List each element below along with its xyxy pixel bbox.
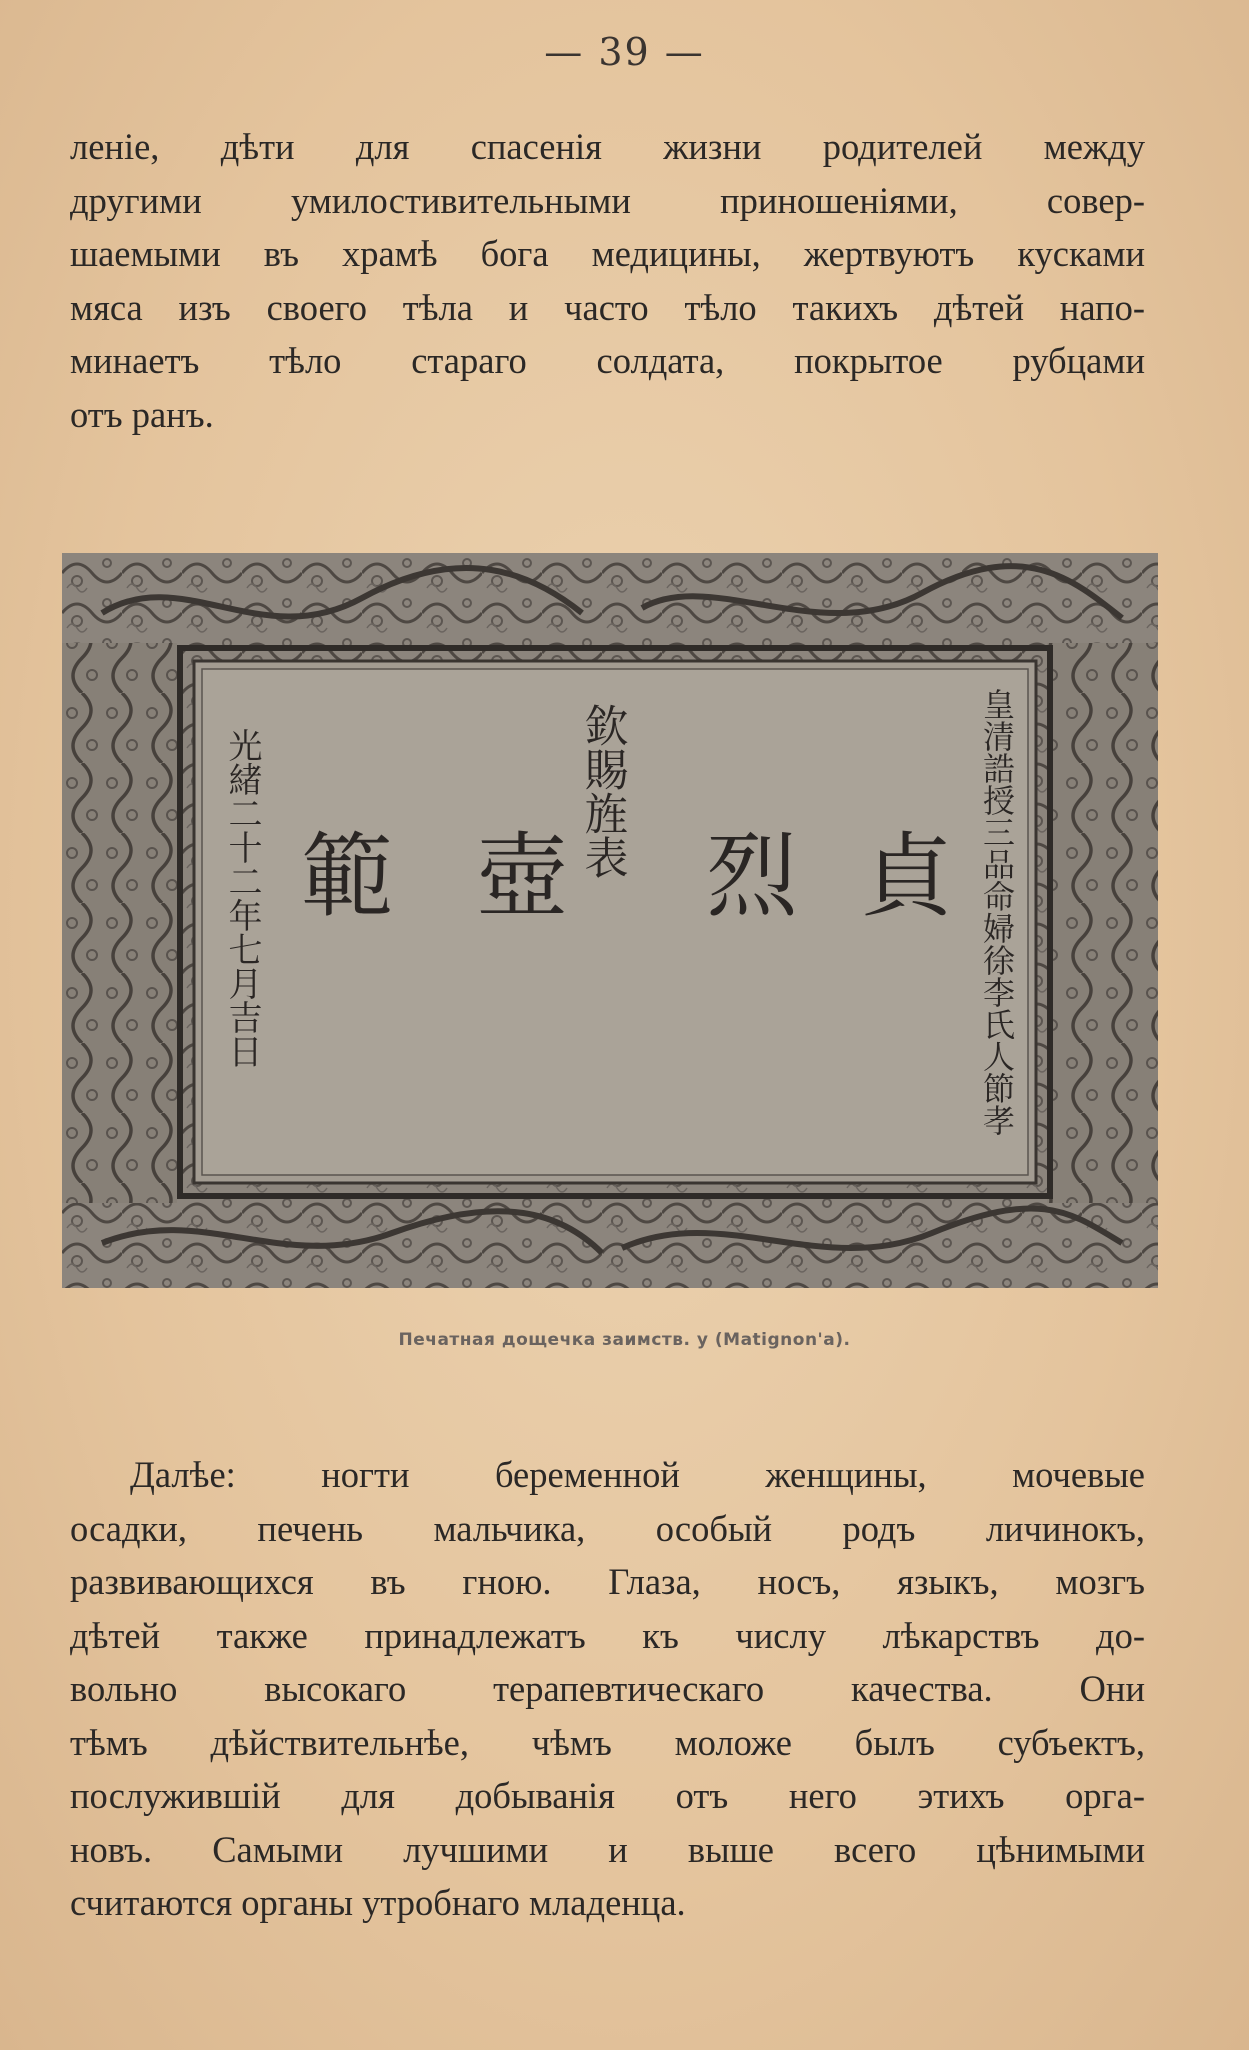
plate-inscription-right: 皇清誥授三品命婦徐李氏人節孝 <box>978 688 1016 1136</box>
plate-char: 貞 <box>860 823 954 930</box>
paragraph-bottom <box>70 1448 1145 1930</box>
text-line: осадки, печень мальчика, особый родъ личинокъ, <box>70 1507 1145 1549</box>
plate-inscription-left: 光緒二十二年七月吉日 <box>222 728 262 1068</box>
text-line: минаетъ тѣло стараго солдата, покрытое рубцами <box>70 340 1145 381</box>
text-line: другими умилостивительными приношенiями, совер- <box>70 179 1145 221</box>
text-line: развивающихся въ гною. Глаза, носъ, языкъ, мозгъ <box>70 1561 1145 1602</box>
text-line: Далѣе: ногти беременной женщины, мочевые <box>130 1454 1145 1495</box>
text-line: считаются органы утробнаго младенца. <box>70 1882 686 1923</box>
printing-plate-image <box>62 553 1158 1288</box>
text-line: отъ ранъ. <box>70 393 214 435</box>
plate-inscription-top: 欽賜旌表 <box>576 703 628 879</box>
plate-char: 範 <box>300 823 394 930</box>
text-line: послужившiй для добыванiя отъ него этихъ орга- <box>70 1775 1145 1816</box>
text-line: вольно высокаго терапевтическаго качества. Они <box>70 1668 1145 1709</box>
plate-char: 烈 <box>705 823 799 930</box>
paragraph-top <box>70 120 1145 441</box>
text-line: тѣмъ дѣйствительнѣе, чѣмъ моложе былъ субъектъ, <box>70 1721 1145 1763</box>
text-line: новъ. Самыми лучшими и выше всего цѣнимыми <box>70 1828 1145 1870</box>
text-line: дѣтей также принадлежатъ къ числу лѣкарствъ до- <box>70 1614 1145 1656</box>
text-line: ленiе, дѣти для спасенiя жизни родителей между <box>70 126 1145 167</box>
text-line: шаемыми въ храмѣ бога медицины, жертвуютъ кусками <box>70 233 1145 274</box>
figure-caption: Печатная дощечка заимств. у (Matignon'a). <box>398 1330 851 1350</box>
page-number: — 39 — <box>544 30 705 74</box>
text-line: мяса изъ своего тѣла и часто тѣло такихъ дѣтей напо- <box>70 286 1145 328</box>
plate-char: 壺 <box>475 823 569 930</box>
